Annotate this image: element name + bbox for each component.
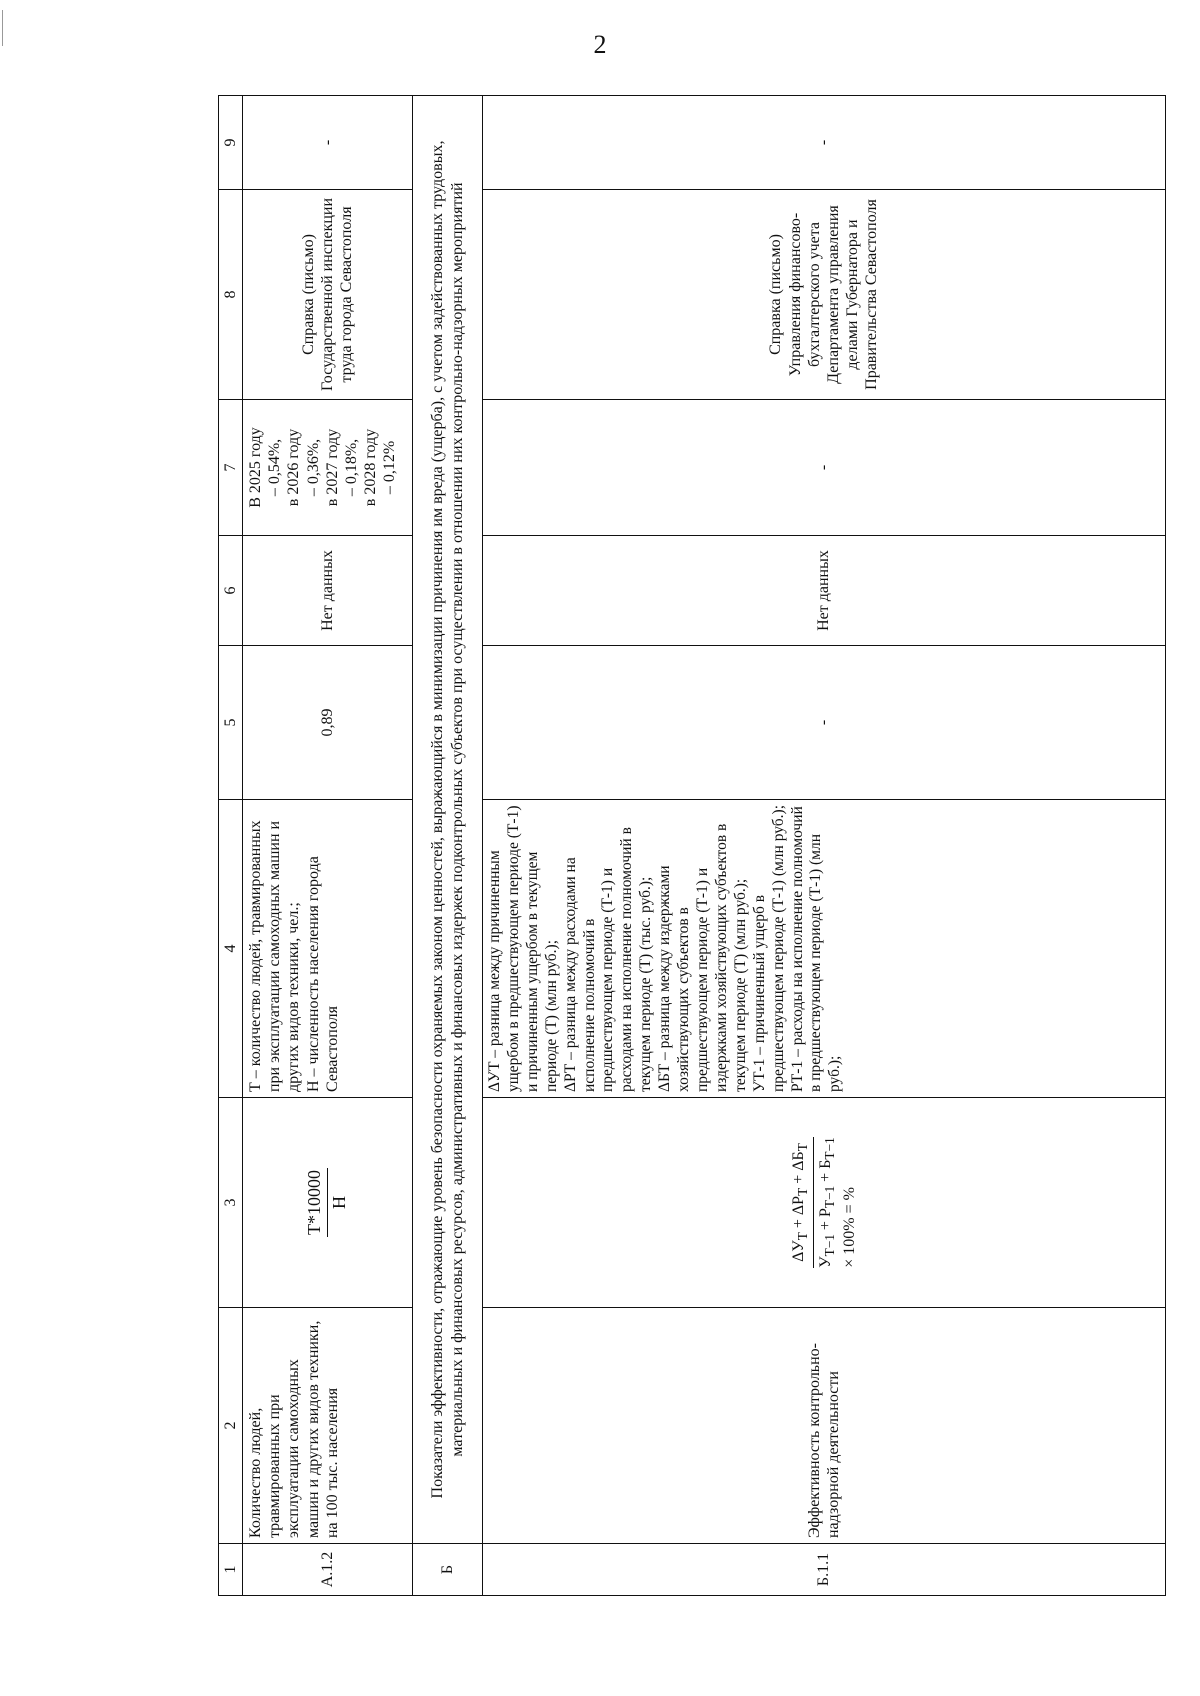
column-number: 8	[219, 190, 243, 400]
column-number: 9	[219, 96, 243, 190]
variable-line: РТ-1 – расходы на исполнение полномочий в предшествующем периоде (Т-1) (млн руб.);	[788, 806, 844, 1092]
column-number: 3	[219, 1098, 243, 1308]
row-code: Б.1.1	[483, 1544, 1166, 1596]
variable-line: ΔУТ – разница между причиненным ущербом в предшествующем периоде (Т-1) и причиненным ущербом в текущем периоде (Т) (млн руб.);	[486, 805, 560, 1092]
formula-numerator: Т*10000	[304, 1168, 328, 1237]
formula-denominator: $У_{Т-1} + Р_{Т-1} + Б_{Т-1}$	[816, 1137, 837, 1268]
indicator-name: Эффективность контрольно-надзорной деятельности	[483, 1308, 1166, 1544]
target-line: В 2025 году	[247, 427, 264, 508]
formula-fraction	[788, 1137, 839, 1267]
target-values	[243, 400, 413, 536]
current-value: Нет данных	[483, 536, 1166, 646]
section-title: Показатели эффективности, отражающие уровень безопасности охраняемых законом ценностей, выражающийся в минимизации причинения им вреда (ущерба), с учетом задействованных трудовых, материальных и финансовых ресурсов, административных и финансовых издержек подконтрольных субъектов при осуществлении в отношении них контрольно-надзорных мероприятий	[413, 96, 483, 1544]
column-number-row	[219, 96, 243, 1596]
column-number: 7	[219, 400, 243, 536]
table-row-a12	[243, 96, 413, 1596]
note-value: -	[483, 96, 1166, 190]
target-line: – 0,36%,	[304, 438, 322, 497]
stray-mark	[2, 10, 3, 46]
variable-line: Т – количество людей, травмированных при эксплуатации самоходных машин и других видов техники, чел.;	[247, 820, 303, 1092]
target-line: в 2026 году	[285, 428, 303, 507]
section-code: Б	[413, 1544, 483, 1596]
row-code: А.1.2	[243, 1544, 413, 1596]
note-value: -	[243, 96, 413, 190]
indicator-name: Количество людей, травмированных при эксплуатации самоходных машин и других видов техники, на 100 тыс. населения	[243, 1308, 413, 1544]
variable-line: ΔРТ – разница между расходами на исполнение полномочий в предшествующем периоде (Т-1) и расходами на исполнение полномочий в текущем периоде (Т) (тыс. руб.);	[561, 827, 655, 1092]
column-number: 1	[219, 1544, 243, 1596]
column-number: 4	[219, 800, 243, 1098]
column-number: 2	[219, 1308, 243, 1544]
formula-numerator: $\Delta У_Т + \Delta Р_Т + \Delta Б_Т$	[788, 1137, 814, 1267]
section-row-b	[413, 96, 483, 1596]
variable-line: УТ-1 – причиненный ущерб в предшествующем периоде (Т-1) (млн руб.);	[750, 804, 787, 1092]
target-values: -	[483, 400, 1166, 536]
variables-cell	[243, 800, 413, 1098]
variables-cell	[483, 800, 1166, 1098]
target-line: в 2027 году	[323, 428, 341, 507]
formula-cell	[483, 1098, 1166, 1308]
target-line: – 0,18%,	[342, 438, 360, 497]
indicators-table	[218, 95, 1166, 1596]
formula-expression	[788, 1137, 861, 1267]
target-line: в 2028 году	[362, 428, 380, 507]
column-number: 6	[219, 536, 243, 646]
base-value: 0,89	[243, 646, 413, 800]
target-line: – 0,54%,	[266, 438, 284, 497]
formula-denominator: Н	[329, 1196, 349, 1209]
variable-line: ΔБТ – разница между издержками хозяйствующих субъектов в предшествующем периоде (Т-1) и издержками хозяйствующих субъектов в текущем периоде (Т) (млн руб.);	[656, 823, 749, 1092]
page-number: 2	[593, 30, 607, 59]
rotated-table-wrapper	[218, 96, 1166, 1596]
formula-fraction	[304, 1168, 350, 1237]
column-number: 5	[219, 646, 243, 800]
target-line: – 0,12%	[381, 440, 399, 495]
current-value: Нет данных	[243, 536, 413, 646]
data-source: Справка (письмо) Государственной инспекции труда города Севастополя	[243, 190, 413, 400]
base-value: -	[483, 646, 1166, 800]
table-row-b11	[483, 96, 1166, 1596]
variable-line: Н – численность населения города Севастополя	[304, 856, 341, 1092]
formula-cell	[243, 1098, 413, 1308]
formula-tail: × 100% = %	[840, 1187, 858, 1268]
data-source: Справка (письмо) Управления финансово-бухгалтерского учета Департамента управления делами Губернатора и Правительства Севастополя	[483, 190, 1166, 400]
